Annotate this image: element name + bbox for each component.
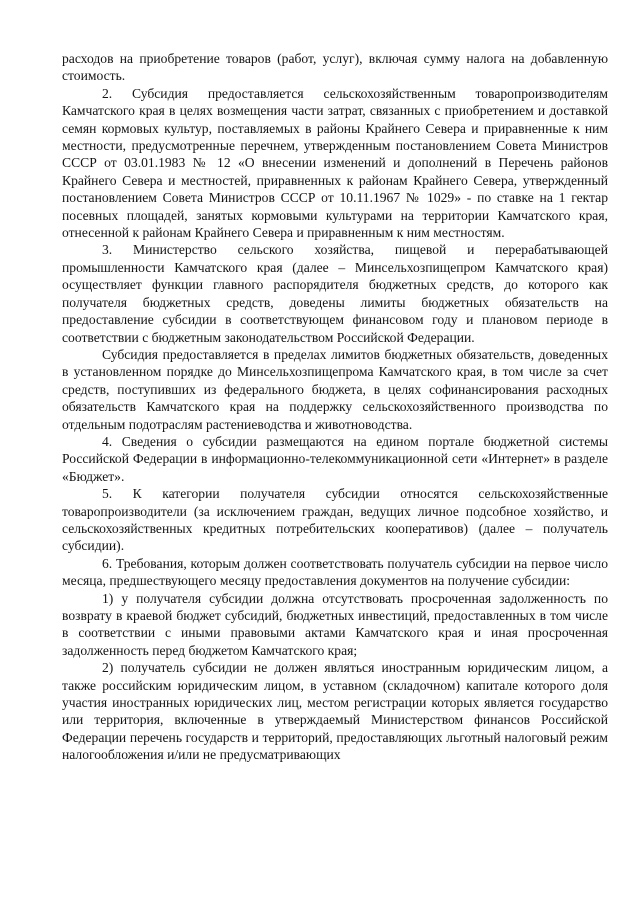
paragraph-requirement-1: 1) у получателя субсидии должна отсутствовать просроченная задолженность по возврату в краевой бюджет субсидий, бюджетных инвестиций, предоставленных в том числе в соответствии с иными правовыми актами Камчатского края и иная просроченная задолженность перед бюджетом Камчатского края; — [62, 590, 608, 658]
paragraph-item-6: 6. Требования, которым должен соответствовать получатель субсидии на первое число месяца, предшествующего месяцу предоставления документов на получение субсидии: — [62, 555, 608, 589]
paragraph-item-5: 5. К категории получателя субсидии относятся сельскохозяйственные товаропроизводители (за исключением граждан, ведущих личное подсобное хозяйство, и сельскохозяйственных кредитных потребительских кооперативов) (далее – получатель субсидии). — [62, 486, 608, 554]
paragraph-item-4: 4. Сведения о субсидии размещаются на едином портале бюджетной системы Российской Федерации в информационно-телекоммуникационной сети «Интернет» в разделе «Бюджет». — [62, 433, 608, 484]
paragraph-item-3: 3. Министерство сельского хозяйства, пищевой и перерабатывающей промышленности Камчатского края (далее – Минсельхозпищепром Камчатского края) осуществляет функции главного распорядителя бюджетных средств, до которого как получателя бюджетных средств, доведены лимиты бюджетных обязательств на предоставление субсидии в соответствующем финансовом году и плановом периоде в соответствии с бюджетным законодательством Российской Федерации. — [62, 242, 608, 345]
paragraph-subsidy-limits: Субсидия предоставляется в пределах лимитов бюджетных обязательств, доведенных в установленном порядке до Минсельхозпищепрома Камчатского края, в том числе за счет средств, поступивших из федерального бюджета, в целях софинансирования расходных обязательств Камчатского края на поддержку сельскохозяйственного производства по отдельным подотраслям растениеводства и животноводства. — [62, 346, 608, 432]
paragraph-continuation: расходов на приобретение товаров (работ, услуг), включая сумму налога на добавленную стоимость. — [62, 51, 608, 84]
paragraph-requirement-2: 2) получатель субсидии не должен являться иностранным юридическим лицом, а также российским юридическим лицом, в уставном (складочном) капитале которого доля участия иностранных юридических лиц, местом регистрации которых является государство или территория, включенные в утверждаемый Министерством финансов Российской Федерации перечень государств и территорий, предоставляющих льготный налоговый режим налогообложения и/или не предусматривающих — [62, 660, 608, 763]
paragraph-item-2: 2. Субсидия предоставляется сельскохозяйственным товаропроизводителям Камчатского края в целях возмещения части затрат, связанных с приобретением и доставкой семян кормовых культур, поставляемых в районы Крайнего Севера и приравненные к ним местности, предусмотренные перечнем, утвержденным постановлением Совета Министров СССР от 03.01.1983 № 12 «О внесении изменений и дополнений в Перечень районов Крайнего Севера и местностей, приравненных к районам Крайнего Севера, утвержденный постановлением Совета Министров СССР от 10.11.1967 № 1029» - по ставке на 1 гектар посевных площадей, занятых кормовыми культурами на территории Камчатского края, отнесенной к районам Крайнего Севера и приравненным к ним местностям. — [62, 85, 608, 241]
